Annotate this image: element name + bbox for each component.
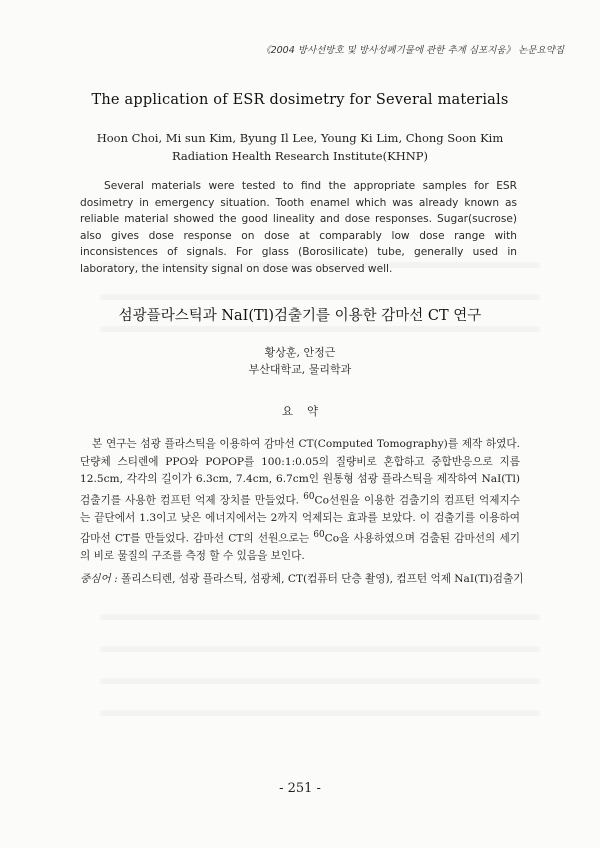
show-through-smudge [100, 326, 540, 332]
running-header: 《2004 방사선방호 및 방사성폐기물에 관한 추계 심포지움》 논문요약집 [261, 45, 564, 56]
show-through-smudge [100, 710, 540, 716]
page-number: - 251 - [279, 781, 321, 796]
korean-affiliation: 부산대학교, 물리학과 [248, 363, 352, 376]
show-through-smudge [100, 614, 540, 620]
show-through-smudge [100, 294, 540, 300]
korean-authors: 황상훈, 안정근 [264, 346, 336, 359]
english-title: The application of ESR dosimetry for Several materials [91, 92, 509, 108]
abstract-text: Co을 사용하였으며 검출된 감마선의 세기의 비로 물질의 구조를 측정 할 수 있음을 보인다. [80, 532, 520, 563]
isotope-mass-number: 60 [313, 530, 325, 541]
keywords-label: 중심어 : [80, 573, 118, 585]
keywords-line [80, 571, 525, 588]
korean-title: 섬광플라스틱과 NaI(Tl)검출기를 이용한 감마선 CT 연구 [118, 308, 482, 324]
korean-abstract [80, 436, 520, 566]
abstract-text: Co선원을 이용한 검출기의 컴프턴 억제지수는 끝단에서 1.3이고 낮은 에너지에서는 2까지 억제되는 효과를 보았다. 이 검출기를 이용하여 감마선 CT를 만들었다. 감마선 CT의 선원으로는 [80, 494, 520, 545]
show-through-smudge [100, 646, 540, 652]
english-abstract: Several materials were tested to find the appropriate samples for ESR dosimetry in emergency situation. Tooth enamel which was already known as reliable material showed the good lineality and dose responses. Sugar(sucrose) also gives dose response on dose at comparably low dose range with inconsistences of signals. For glass (Borosilicate) tube, generally used in laboratory, the intensity signal on dose was observed well. [80, 180, 517, 275]
keywords-text: 폴리스티렌, 섬광 플라스틱, 섬광체, CT(컴퓨터 단층 촬영), 컴프턴 억제 NaI(Tl)검출기 [117, 573, 524, 585]
english-authors: Hoon Choi, Mi sun Kim, Byung Il Lee, Young Ki Lim, Chong Soon Kim [96, 131, 504, 145]
abstract-heading: 요약 [281, 404, 333, 418]
show-through-smudge [100, 678, 540, 684]
english-affiliation: Radiation Health Research Institute(KHNP) [171, 149, 429, 163]
abstract-text: 본 연구는 섬광 플라스틱을 이용하여 감마선 CT(Computed Tomography)를 제작 하였다. 단량체 스티렌에 PPO와 POPOP를 100:1:0.05의 질량비로 혼합하고 중합반응으로 지름 12.5cm, 각각의 길이가 6.3cm, 7.4cm, 6.7cm인 원통형 섬광 플라스틱을 제작하여 NaI(Tl) 검출기를 사용한 컴프턴 억제 장치를 만들었다. [80, 438, 520, 507]
isotope-mass-number: 60 [303, 491, 315, 502]
